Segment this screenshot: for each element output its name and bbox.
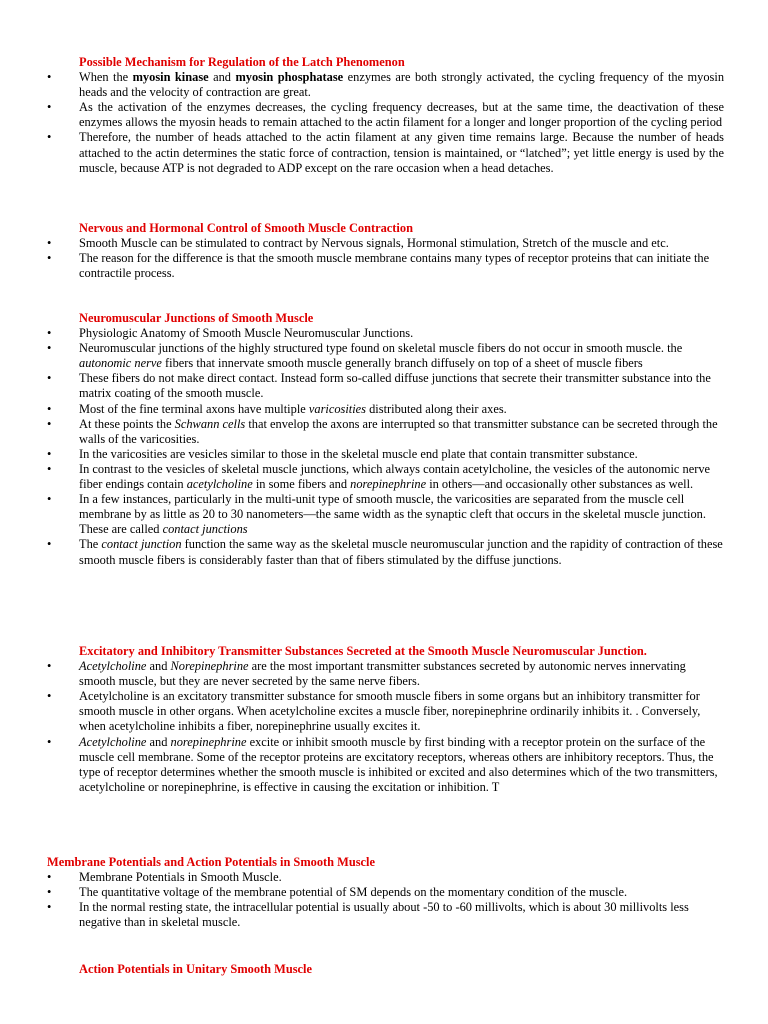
list-item: • Physiologic Anatomy of Smooth Muscle Neuromuscular Junctions. xyxy=(47,326,414,341)
bullet-icon: • xyxy=(47,900,52,915)
bullet-icon: • xyxy=(47,537,52,552)
bullet-icon: • xyxy=(47,100,52,115)
bullet-list xyxy=(0,326,768,568)
bullet-icon: • xyxy=(47,341,52,356)
list-item: • The reason for the difference is that the smooth muscle membrane contains many types of receptor proteins that can initiate the contractile process. xyxy=(47,251,710,281)
bullet-icon: • xyxy=(47,870,52,885)
list-item: • In the normal resting state, the intracellular potential is usually about -50 to -60 millivolts, which is about 30 millivolts less negative than in skeletal muscle. xyxy=(47,900,689,930)
bullet-icon: • xyxy=(47,885,52,900)
list-item: • In contrast to the vesicles of skeletal muscle junctions, which always contain acetylcholine, the vesicles of the autonomic nerve fiber endings contain acetylcholine in some fibers and norepinephrine in others—and occasionally other substances as well. xyxy=(47,461,711,492)
list-item: • Acetylcholine is an excitatory transmitter substance for smooth muscle fibers in some organs but an inhibitory transmitter for smooth muscle in other organs. When acetylcholine excites a muscle fiber, norepinephrine ordinarily inhibits it. . Conversely, when acetylcholine inhibits a fiber, norepinephrine usually excites it. xyxy=(47,689,701,734)
bullet-icon: • xyxy=(47,734,52,749)
bullet-icon: • xyxy=(47,689,52,704)
bullet-icon: • xyxy=(47,401,52,416)
bullet-icon: • xyxy=(47,416,52,431)
heading-transmitter-substances: Excitatory and Inhibitory Transmitter Substances Secreted at the Smooth Muscle Neuromuscular Junction. xyxy=(79,644,647,658)
list-item: • In a few instances, particularly in the multi-unit type of smooth muscle, the varicosities are separated from the muscle cell membrane by as little as 20 to 30 nanometers—the same width as the synaptic cleft that occurs in the skeletal muscle junction. These are called contact junctions xyxy=(47,492,706,537)
section-neuromuscular-junctions xyxy=(0,311,768,568)
bullet-icon: • xyxy=(47,70,52,85)
bullet-icon: • xyxy=(47,236,52,251)
section-nervous-hormonal-control xyxy=(0,221,768,281)
bullet-icon: • xyxy=(47,371,52,386)
bullet-icon: • xyxy=(47,251,52,266)
bullet-icon: • xyxy=(47,326,52,341)
bullet-list xyxy=(0,236,768,281)
bullet-icon: • xyxy=(47,659,52,674)
section-transmitter-substances xyxy=(0,644,768,795)
list-item: • In the varicosities are vesicles similar to those in the skeletal muscle end plate that contain transmitter substance. xyxy=(47,446,638,461)
bullet-icon: • xyxy=(47,130,52,145)
bullet-icon: • xyxy=(47,446,52,461)
list-item: • Therefore, the number of heads attached to the actin filament at any given time remains large. Because the number of heads attached to the actin determines the static force of contraction, tension is maintained, or “latched”; yet little energy is used by the muscle, because ATP is not degraded to ADP except on the rare occasion when a head detaches. xyxy=(47,130,724,175)
list-item: • Smooth Muscle can be stimulated to contract by Nervous signals, Hormonal stimulation, Stretch of the muscle and etc. xyxy=(47,236,669,251)
heading-membrane-potentials: Membrane Potentials and Action Potentials in Smooth Muscle xyxy=(47,855,375,869)
section-action-potentials xyxy=(0,962,768,977)
list-item: • As the activation of the enzymes decreases, the cycling frequency decreases, but at the same time, the deactivation of these enzymes allows the myosin heads to remain attached to the actin filament for a longer and longer proportion of the cycling period xyxy=(47,100,724,130)
section-latch-mechanism xyxy=(0,55,768,176)
section-membrane-potentials xyxy=(0,855,768,930)
list-item: • The contact junction function the same way as the skeletal muscle neuromuscular junction and the rapidity of contraction of these smooth muscle fibers is considerably faster than that of fibers stimulated by the diffuse junctions. xyxy=(47,537,723,567)
list-item: • Acetylcholine and norepinephrine excite or inhibit smooth muscle by first binding with a receptor protein on the surface of the muscle cell membrane. Some of the receptor proteins are excitatory receptors, whereas others are inhibitory receptors. Thus, the type of receptor determines whether the smooth muscle is inhibited or excited and also determines which of the two transmitters, acetylcholine or norepinephrine, is effective in causing the excitation or inhibition. T xyxy=(47,734,718,794)
list-item: • The quantitative voltage of the membrane potential of SM depends on the momentary condition of the muscle. xyxy=(47,885,628,900)
bullet-list xyxy=(0,70,768,176)
bullet-list xyxy=(0,659,768,795)
list-item: • Neuromuscular junctions of the highly structured type found on skeletal muscle fibers do not occur in smooth muscle. the autonomic nerve fibers that innervate smooth muscle generally branch diffusely on top of a sheet of muscle fibers xyxy=(47,341,683,371)
list-item: • When the myosin kinase and myosin phosphatase enzymes are both strongly activated, the cycling frequency of the myosin heads and the velocity of contraction are great. xyxy=(47,70,725,100)
list-item: • These fibers do not make direct contact. Instead form so-called diffuse junctions that secrete their transmitter substance into the matrix coating of the smooth muscle. xyxy=(47,371,711,401)
heading-neuromuscular-junctions: Neuromuscular Junctions of Smooth Muscle xyxy=(79,311,314,325)
bullet-icon: • xyxy=(47,461,52,476)
heading-latch-mechanism: Possible Mechanism for Regulation of the Latch Phenomenon xyxy=(79,55,405,69)
bullet-list xyxy=(0,870,768,930)
heading-nervous-hormonal-control: Nervous and Hormonal Control of Smooth Muscle Contraction xyxy=(79,221,413,235)
list-item: • Most of the fine terminal axons have multiple varicosities distributed along their axes. xyxy=(47,401,507,416)
list-item: • Acetylcholine and Norepinephrine are the most important transmitter substances secreted by autonomic nerves innervating smooth muscle, but they are never secreted by the same nerve fibers. xyxy=(47,659,686,689)
bullet-icon: • xyxy=(47,492,52,507)
list-item: • Membrane Potentials in Smooth Muscle. xyxy=(47,870,282,885)
heading-action-potentials: Action Potentials in Unitary Smooth Muscle xyxy=(79,962,313,976)
list-item: • At these points the Schwann cells that envelop the axons are interrupted so that transmitter substance can be secreted through the walls of the varicosities. xyxy=(47,416,718,446)
